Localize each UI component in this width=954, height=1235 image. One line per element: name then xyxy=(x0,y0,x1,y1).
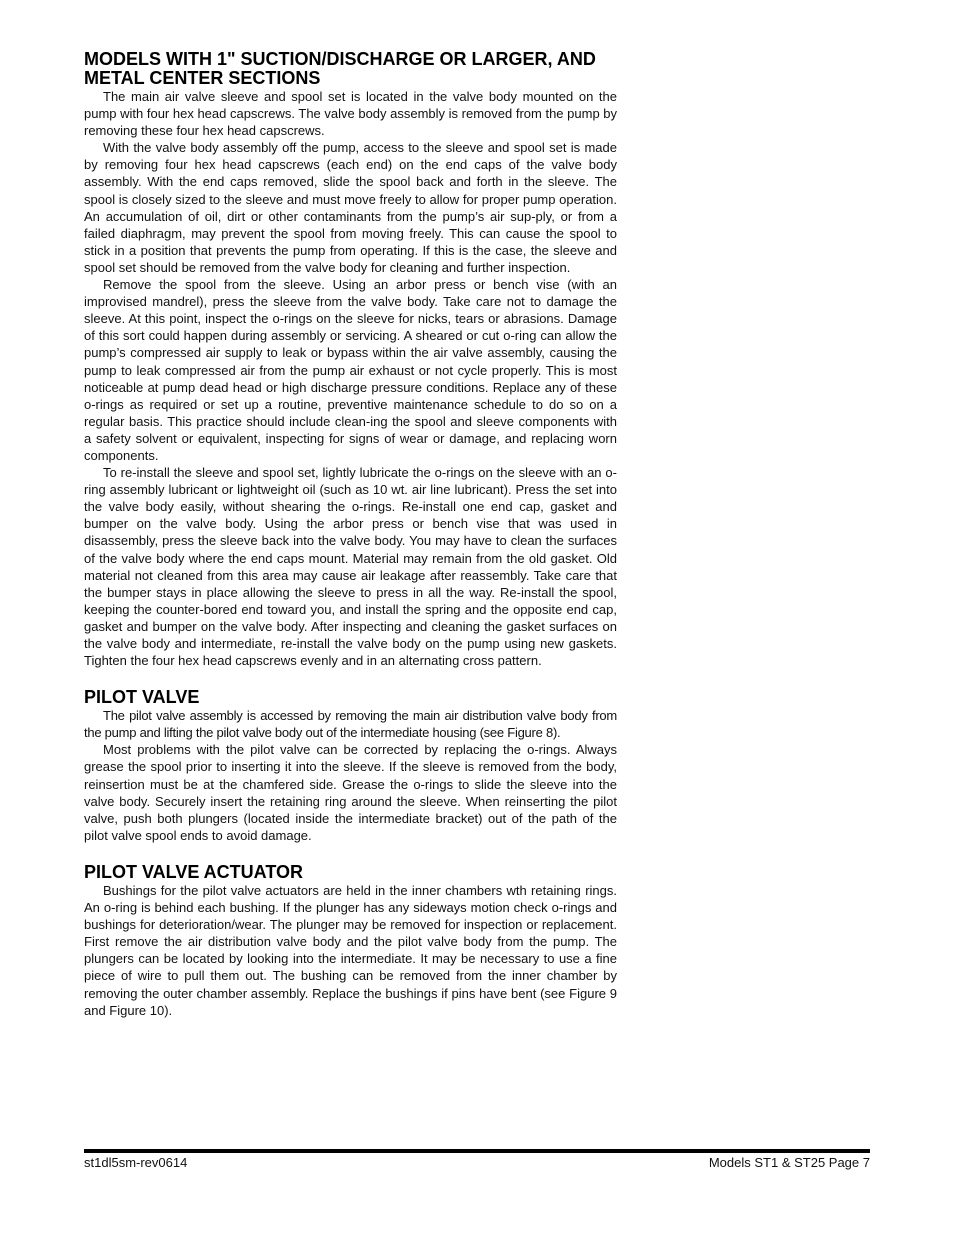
section-heading-pilot-valve-actuator: PILOT VALVE ACTUATOR xyxy=(84,861,303,882)
section-heading-pilot-valve: PILOT VALVE xyxy=(84,687,200,708)
paragraph: Most problems with the pilot valve can be corrected by replacing the o-rings. Always grease the spool prior to inserting it into the sleeve. If the sleeve is removed from the body, reinsertion must be at the chamfered side. Grease the o-rings to slide the sleeve into the valve body. Securely insert the retaining ring around the sleeve. When reinserting the pilot valve, push both plungers (located inside the intermediate bracket) out of the path of the pilot valve spool ends to avoid damage. xyxy=(84,742,617,843)
section-heading-air-valve: MODELS WITH 1" SUCTION/DISCHARGE OR LARGER, AND METAL CENTER SECTIONS xyxy=(84,49,596,88)
paragraph: With the valve body assembly off the pump, access to the sleeve and spool set is made by removing four hex head capscrews (each end) on the end caps of the valve body assembly. With the end caps removed, slide the spool back and forth in the sleeve. The spool is closely sized to the sleeve and must move freely to allow for proper pump operation. An accumulation of oil, dirt or other contaminants from the pump’s air sup-ply, or from a failed diaphragm, may prevent the spool from moving freely. This can cause the spool to stick in a position that prevents the pump from operating. If this is the case, the sleeve and spool set should be removed from the valve body for cleaning and further inspection. xyxy=(84,140,617,275)
paragraph: The main air valve sleeve and spool set is located in the valve body mounted on the pump with four hex head capscrews. The valve body assembly is removed from the pump by removing these four hex head capscrews. xyxy=(84,89,618,139)
footer-rule xyxy=(84,1149,870,1153)
footer-page-label: Models ST1 & ST25 Page 7 xyxy=(708,1155,870,1170)
paragraph: The pilot valve assembly is accessed by removing the main air distribution valve body from the pump and lifting the pilot valve body out of the intermediate housing (see Figure 8). xyxy=(84,708,617,741)
paragraph: Remove the spool from the sleeve. Using an arbor press or bench vise (with an improvised mandrel), press the sleeve from the valve body. Take care not to damage the sleeve. At this point, inspect the o-rings on the sleeve for nicks, tears or abrasions. Damage of this sort could happen during assembly or servicing. A sheared or cut o-ring can allow the pump’s compressed air supply to leak or bypass within the air valve assembly, causing the pump to leak compressed air from the pump air exhaust or not cycle properly. This is most noticeable at pump dead head or high discharge pressure conditions. Replace any of these o-rings as required or set up a routine, preventive maintenance schedule to do so on a regular basis. This practice should include clean-ing the spool and sleeve components with a safety solvent or equivalent, inspecting for signs of wear or damage, and replacing worn components. xyxy=(84,277,617,463)
footer-document-id: st1dl5sm-rev0614 xyxy=(84,1155,188,1170)
paragraph: To re-install the sleeve and spool set, lightly lubricate the o-rings on the sleeve with an o-ring assembly lubricant or lightweight oil (such as 10 wt. air line lubricant). Press the set into the valve body easily, without shearing the o-rings. Re-install one end cap, gasket and bumper on the valve body. Using the arbor press or bench vise that was used in disassembly, press the sleeve back into the valve body. You may have to clean the surfaces of the valve body where the end caps mount. Material may remain from the old gasket. Old material not cleaned from this area may cause air leakage after reassembly. Take care that the bumper stays in place allowing the sleeve to press in all the way. Re-install the spool, keeping the counter-bored end toward you, and install the spring and the opposite end cap, gasket and bumper on the valve body. After inspecting and cleaning the gasket surfaces on the valve body and intermediate, re-install the valve body on the pump using new gaskets. Tighten the four hex head capscrews evenly and in an alternating cross pattern. xyxy=(84,465,617,669)
document-body xyxy=(84,50,617,1019)
paragraph: Bushings for the pilot valve actuators are held in the inner chambers wth retaining rings. An o-ring is behind each bushing. If the plunger has any sideways motion check o-rings and bushings for deterioration/wear. The plunger may be removed for inspection or replacement. First remove the air distribution valve body and the pilot valve body from the pump. The plungers can be located by looking into the intermediate. It may be necessary to use a fine piece of wire to pull them out. The bushing can be removed from the inner chamber by removing the outer chamber assembly. Replace the bushings if pins have bent (see Figure 9 and Figure 10). xyxy=(84,882,617,1018)
